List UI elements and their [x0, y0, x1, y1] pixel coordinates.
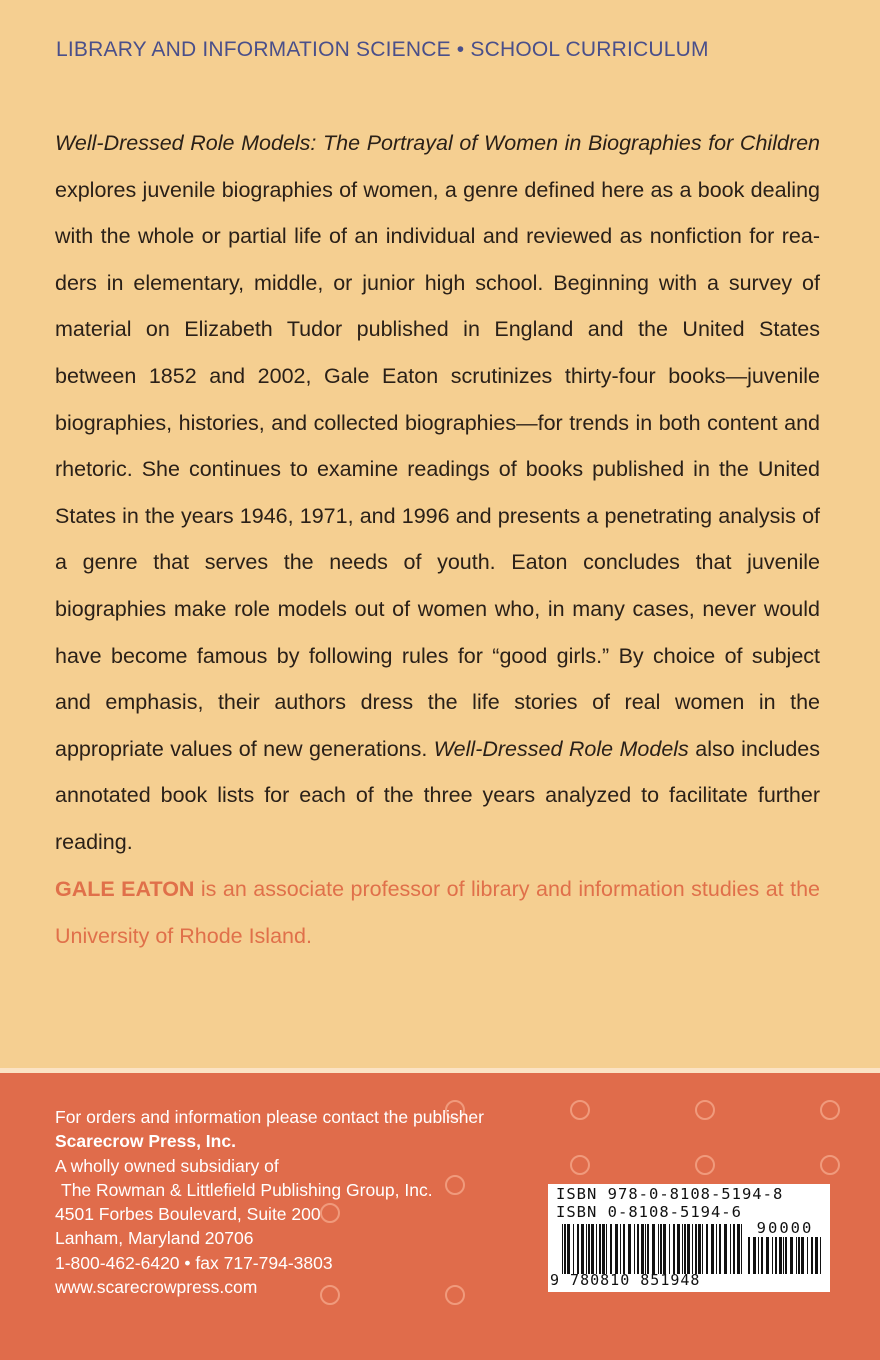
barcode-bar — [564, 1224, 566, 1274]
description-text-end: also includes annotated book lists for each of the three years analyzed to facilitate further reading. — [55, 736, 820, 854]
barcode-bar — [798, 1237, 800, 1274]
barcode-bar — [637, 1224, 639, 1274]
barcode-bar — [748, 1237, 750, 1274]
address-line-2: Lanham, Maryland 20706 — [55, 1228, 254, 1249]
barcode-bar — [645, 1224, 646, 1274]
barcode-bar — [562, 1224, 563, 1274]
barcode-bar — [669, 1224, 670, 1274]
phone-fax: 1-800-462-6420 • fax 717-794-3803 — [55, 1252, 333, 1273]
isbn-barcode — [548, 1184, 830, 1292]
barcode-bar — [610, 1224, 612, 1274]
isbn-10: ISBN 0-8108-5194-6 — [556, 1203, 742, 1221]
barcode-bar — [628, 1224, 631, 1274]
barcode-bar — [615, 1224, 618, 1274]
barcode-bar — [779, 1237, 782, 1274]
barcode-bar — [641, 1224, 644, 1274]
barcode-bar — [706, 1224, 708, 1274]
barcode-bar — [647, 1224, 649, 1274]
barcode-bar — [695, 1224, 697, 1274]
ring-icon — [570, 1155, 590, 1175]
barcode-bar — [783, 1237, 784, 1274]
barcode-bar — [711, 1224, 714, 1274]
barcode-bars — [562, 1224, 742, 1274]
barcode-bar — [682, 1224, 683, 1274]
barcode-bar — [807, 1237, 808, 1274]
barcode-bar — [801, 1237, 804, 1274]
barcode-bar — [702, 1224, 703, 1274]
publisher-info — [55, 1105, 484, 1299]
ring-icon — [820, 1155, 840, 1175]
barcode-bar — [820, 1237, 821, 1274]
barcode-bar — [733, 1224, 735, 1274]
publisher-band — [0, 1073, 880, 1360]
barcode-bar — [719, 1224, 721, 1274]
barcode-bar — [634, 1224, 635, 1274]
barcode-bar — [658, 1224, 659, 1274]
barcode-bar — [698, 1224, 701, 1274]
subsidiary-line: A wholly owned subsidiary of — [55, 1155, 279, 1176]
barcode-bar — [573, 1224, 574, 1274]
barcode-bar — [599, 1224, 601, 1274]
price-barcode-bars — [748, 1237, 822, 1274]
description-text: explores juvenile biographies of women, a genre defined here as a book dealing with the whole or partial life of an individual and reviewed as nonfiction for readers in elementary, middle, or junior high school. Beginning with a survey of material on Elizabeth Tudor published in England and the United States between 1852 and 2002, Gale Eaton scrutinizes thirty-four books—juvenile biographies, histories, and collected biographies—for trends in both content and rhetoric. She continues to examine readings of books published in the United States in the years 1946, 1971, and 1996 and presents a penetrating analysis of a genre that serves the needs of youth. Eaton concludes that juvenile biographies make role models out of women who, in many cases, never would have become famous by following rules for “good girls.” By choice of subject and emphasis, their authors dress the life stories of real women in the appropriate values of new generations. — [55, 177, 820, 761]
barcode-bar — [567, 1224, 570, 1274]
barcode-bar — [724, 1224, 727, 1274]
barcode-bar — [811, 1237, 813, 1274]
address-line-1: 4501 Forbes Boulevard, Suite 200 — [55, 1204, 321, 1225]
ring-icon — [695, 1100, 715, 1120]
barcode-bar — [588, 1224, 590, 1274]
barcode-bar — [673, 1224, 675, 1274]
barcode-bar — [761, 1237, 763, 1274]
isbn-13: ISBN 978-0-8108-5194-8 — [556, 1185, 784, 1203]
ring-icon — [695, 1155, 715, 1175]
barcode-bar — [577, 1224, 579, 1274]
parent-company: The Rowman & Littlefield Publishing Group, Inc. — [61, 1179, 433, 1200]
barcode-bar — [591, 1224, 594, 1274]
author-name: GALE EATON — [55, 877, 195, 901]
barcode-bar — [652, 1224, 655, 1274]
contact-line: For orders and information please contact the publisher — [55, 1107, 484, 1127]
barcode-bar — [602, 1224, 605, 1274]
barcode-bar — [660, 1224, 662, 1274]
ring-icon — [570, 1100, 590, 1120]
barcode-bar — [730, 1224, 731, 1274]
book-title-short: Well-Dressed Role Models — [433, 736, 689, 761]
barcode-bar — [758, 1237, 759, 1274]
barcode-digits: 9 780810 851948 — [550, 1271, 701, 1289]
barcode-bar — [766, 1237, 769, 1274]
barcode-bar — [796, 1237, 797, 1274]
barcode-bar — [815, 1237, 818, 1274]
price-code: 90000 — [756, 1219, 814, 1237]
barcode-bar — [785, 1237, 787, 1274]
barcode-bar — [741, 1224, 742, 1274]
book-description — [55, 120, 820, 866]
barcode-bar — [737, 1224, 740, 1274]
barcode-bar — [586, 1224, 587, 1274]
website[interactable]: www.scarecrowpress.com — [55, 1277, 258, 1298]
barcode-bar — [775, 1237, 777, 1274]
barcode-bar — [606, 1224, 607, 1274]
barcode-bar — [790, 1237, 793, 1274]
publisher-name: Scarecrow Press, Inc. — [55, 1131, 236, 1152]
barcode-bar — [692, 1224, 693, 1274]
barcode-bar — [772, 1237, 773, 1274]
barcode-bar — [687, 1224, 690, 1274]
barcode-bar — [716, 1224, 717, 1274]
category-label: LIBRARY AND INFORMATION SCIENCE • SCHOOL CURRICULUM — [56, 38, 709, 61]
barcode-bar — [684, 1224, 686, 1274]
barcode-bar — [663, 1224, 666, 1274]
barcode-bar — [623, 1224, 625, 1274]
author-bio-text: is an associate professor of library and information studies at the University of Rhode Island. — [55, 877, 820, 948]
barcode-bar — [581, 1224, 584, 1274]
barcode-bar — [677, 1224, 680, 1274]
book-title: Well-Dressed Role Models: The Portrayal of Women in Biographies for Children — [55, 131, 820, 155]
barcode-bar — [620, 1224, 621, 1274]
ring-icon — [820, 1100, 840, 1120]
barcode-bar — [596, 1224, 597, 1274]
barcode-bar — [753, 1237, 756, 1274]
author-bio — [55, 866, 820, 959]
